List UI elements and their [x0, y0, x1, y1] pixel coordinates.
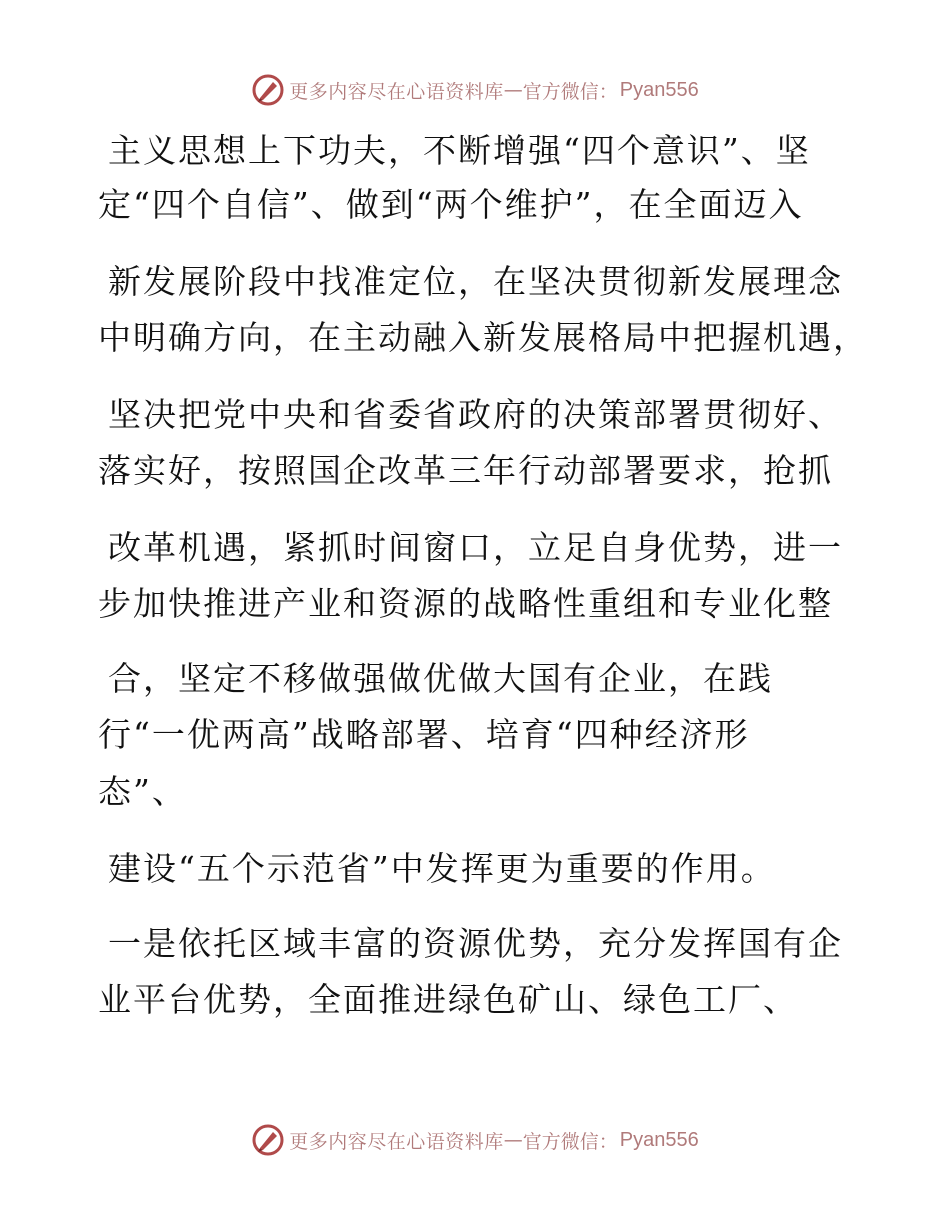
banner-separator: —: [503, 1129, 523, 1151]
banner-separator: —: [503, 79, 523, 101]
body-line: 业平台优势，全面推进绿色矿山、绿色工厂、: [98, 980, 798, 1019]
body-line: 行“一优两高”战略部署、培育“四种经济形: [98, 715, 750, 754]
body-line: 合，坚定不移做强做优做大国有企业，在践: [108, 659, 773, 698]
body-line: 新发展阶段中找准定位，在坚决贯彻新发展理念: [108, 262, 843, 301]
footer-banner: [0, 1120, 950, 1160]
body-line: 主义思想上下功夫，不断增强“四个意识”、坚: [108, 131, 811, 170]
body-line: 一是依托区域丰富的资源优势，充分发挥国有企: [108, 924, 843, 963]
body-line: 落实好，按照国企改革三年行动部署要求，抢抓: [98, 451, 833, 490]
body-line: 步加快推进产业和资源的战略性重组和专业化整: [98, 584, 833, 623]
banner-title: 更多内容尽在心语资料库: [289, 80, 504, 103]
header-banner: [0, 70, 950, 110]
pen-nib-logo-icon: [251, 1123, 285, 1157]
pen-nib-logo-icon: [251, 73, 285, 107]
body-line: 态”、: [98, 772, 187, 811]
banner-wechat-label: 官方微信：: [522, 80, 618, 103]
body-line: 建设“五个示范省”中发挥更为重要的作用。: [108, 849, 776, 888]
body-line: 坚决把党中央和省委省政府的决策部署贯彻好、: [108, 395, 843, 434]
body-line: 定“四个自信”、做到“两个维护”，在全面迈入: [98, 185, 804, 224]
body-line: 改革机遇，紧抓时间窗口，立足自身优势，进一: [108, 528, 843, 567]
banner-wechat-id: Pyan556: [619, 1128, 699, 1151]
banner-title: 更多内容尽在心语资料库: [289, 1130, 504, 1153]
banner-wechat-label: 官方微信：: [522, 1130, 618, 1153]
body-line: 中明确方向，在主动融入新发展格局中把握机遇，: [98, 318, 868, 357]
banner-wechat-id: Pyan556: [619, 78, 699, 101]
